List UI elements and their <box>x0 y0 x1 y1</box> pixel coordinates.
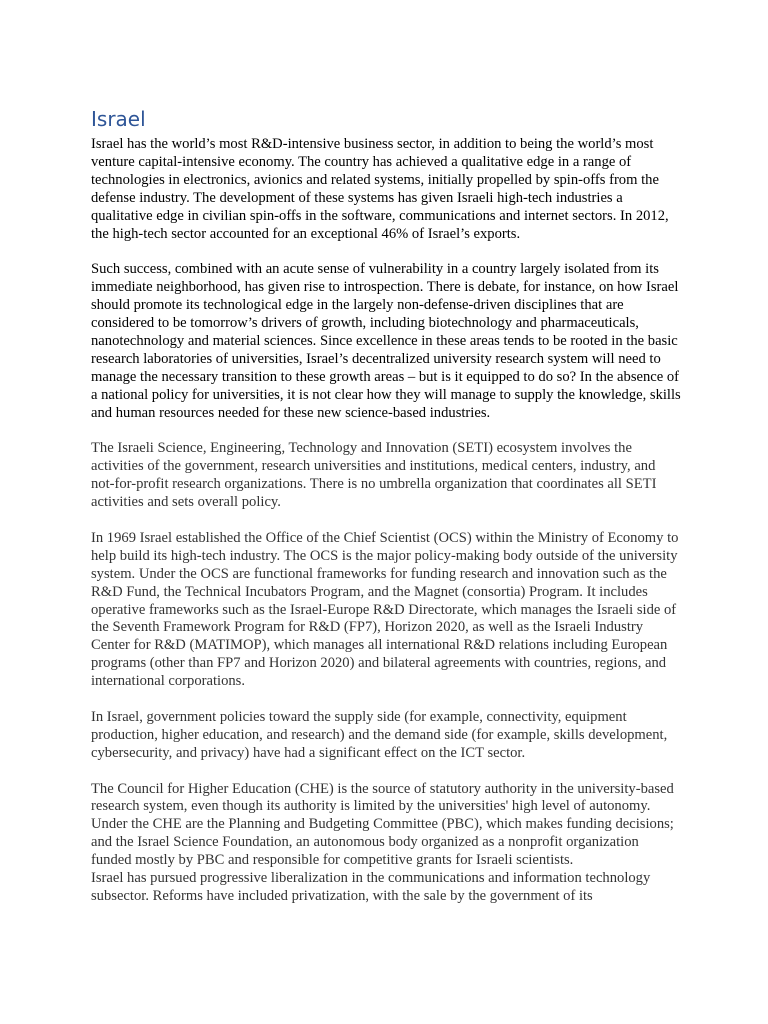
paragraph-ict-policies: In Israel, government policies toward the supply side (for example, connectivity, equipment production, higher education, and research) and the demand side (for example, skills development, cybersecurity, and privacy) have had a significant effect on the ICT sector. <box>91 708 668 761</box>
paragraph-overview: Israel has the world’s most R&D-intensive business sector, in addition to being the world’s most venture capital-intensive economy. The country has achieved a qualitative edge in a range of technologies in electronics, avionics and related systems, initially propelled by spin-offs from the defense industry. The development of these systems has given Israeli high-tech industries a qualitative edge in civilian spin-offs in the software, communications and internet sectors. In 2012, the high-tech sector accounted for an exceptional 46% of Israel’s exports. <box>91 136 669 242</box>
document-page <box>91 106 681 906</box>
section-heading: Israel <box>91 107 146 131</box>
paragraph-ocs: In 1969 Israel established the Office of the Chief Scientist (OCS) within the Ministry of Economy to help build its high-tech industry. The OCS is the major policy-making body outside of the university system. Under the OCS are functional frameworks for funding research and innovation such as the R&D Fund, the Technical Incubators Program, and the Magnet (consortia) Program. It includes operative frameworks such as the Israel-Europe R&D Directorate, which manages the Israeli side of the Seventh Framework Program for R&D (FP7), Horizon 2020, as well as the Israeli Industry Center for R&D (MATIMOP), which manages all international R&D relations including European programs (other than FP7 and Horizon 2020) and bilateral agreements with countries, regions, and international corporations. <box>91 529 679 690</box>
paragraph-liberalization: Israel has pursued progressive liberalization in the communications and information technology subsector. Reforms have included privatization, with the sale by the government of its <box>91 870 651 904</box>
paragraph-seti-ecosystem: The Israeli Science, Engineering, Technology and Innovation (SETI) ecosystem involves the activities of the government, research universities and institutions, medical centers, industry, and not-for-profit research organizations. There is no umbrella organization that coordinates all SETI activities and sets overall policy. <box>91 440 657 511</box>
paragraph-introspection: Such success, combined with an acute sense of vulnerability in a country largely isolated from its immediate neighborhood, has given rise to introspection. There is debate, for instance, on how Israel should promote its technological edge in the largely non-defense-driven disciplines that are considered to be tomorrow’s drivers of growth, including biotechnology and pharmaceuticals, nanotechnology and material sciences. Since excellence in these areas tends to be rooted in the basic research laboratories of universities, Israel’s decentralized university research system will need to manage the necessary transition to these growth areas – but is it equipped to do so? In the absence of a national policy for universities, it is not clear how they will manage to supply the knowledge, skills and human resources needed for these new science-based industries. <box>91 261 681 421</box>
paragraph-che: The Council for Higher Education (CHE) is the source of statutory authority in the university-based research system, even though its authority is limited by the universities' high level of autonomy. Under the CHE are the Planning and Budgeting Committee (PBC), which makes funding decisions; and the Israel Science Foundation, an autonomous body organized as a nonprofit organization funded mostly by PBC and responsible for competitive grants for Israeli scientists. <box>91 780 674 869</box>
